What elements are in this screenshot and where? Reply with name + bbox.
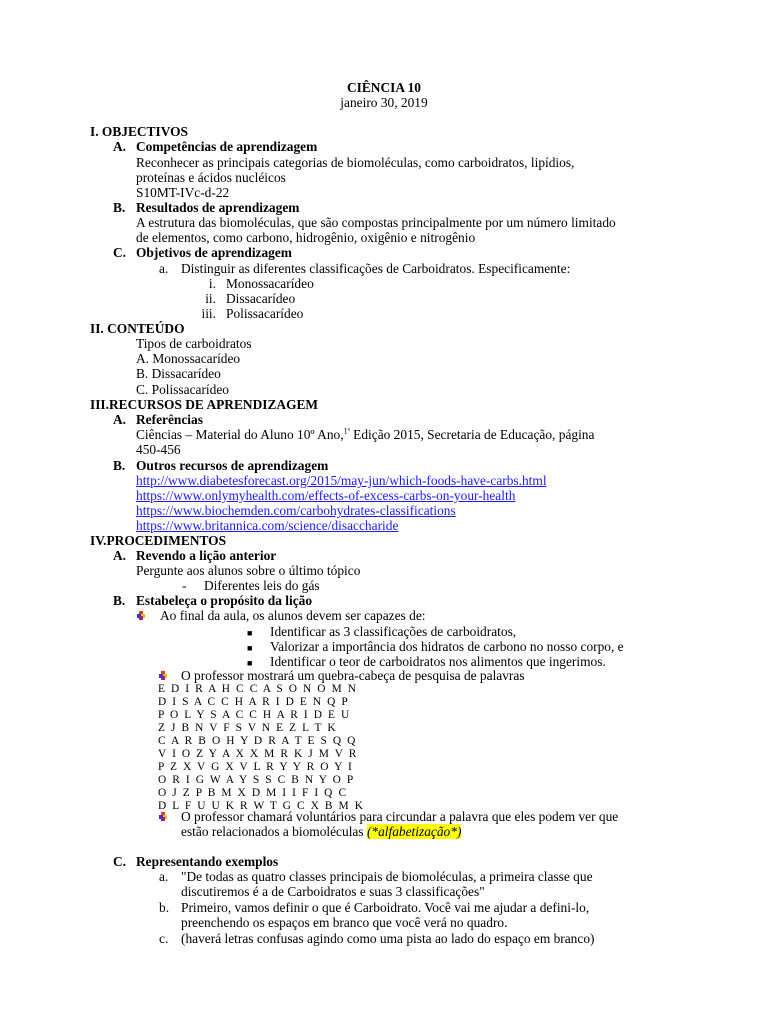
- objective-item-num: i.: [208, 276, 216, 291]
- objective-item-num: iii.: [201, 306, 216, 321]
- s4-b-title: Estabeleça o propósito da lição: [136, 593, 313, 608]
- example-num: b.: [159, 900, 170, 915]
- s1-c-a-label: a.: [159, 261, 169, 276]
- example-num: c.: [159, 931, 169, 946]
- s1-b-text1: A estrutura das biomoléculas, que são compostas principalmente por um número limitado: [136, 215, 616, 230]
- content-line: C. Polissacarídeo: [136, 382, 229, 397]
- s4-c-title: Representando exemplos: [136, 854, 279, 869]
- content-line: B. Dissacarídeo: [136, 366, 221, 381]
- objective-item: Polissacarídeo: [226, 306, 304, 321]
- s3-a-title: Referências: [136, 412, 203, 427]
- example-num: a.: [159, 869, 169, 884]
- volunteer-text-cont: [181, 824, 461, 839]
- reference-pages: 450-456: [136, 442, 181, 457]
- puzzle-row: D L F U U K R W T G C X B M K: [158, 800, 365, 812]
- dash-marker: -: [182, 578, 187, 593]
- example-text: "De todas as quatro classes principais de biomoléculas, a primeira classe que: [181, 869, 593, 884]
- square-bullet-icon: ■: [247, 628, 253, 638]
- edition-superscript: 1ª: [343, 426, 350, 436]
- s1-c-a-text: Distinguir as diferentes classificações de Carboidratos. Especificamente:: [181, 261, 571, 276]
- lesson-goal: Identificar o teor de carboidratos nos alimentos que ingerimos.: [270, 654, 606, 669]
- volunteer-text-2: estão relacionados a biomoléculas: [181, 824, 364, 839]
- s1-a-code: S10MT-IVc-d-22: [136, 185, 230, 200]
- s3-b-title: Outros recursos de aprendizagem: [136, 458, 329, 473]
- example-text: Primeiro, vamos definir o que é Carboidrato. Você vai me ajudar a defini-lo,: [181, 900, 590, 915]
- s4-a-title: Revendo a lição anterior: [136, 548, 277, 563]
- square-bullet-icon: ■: [247, 658, 253, 668]
- bullet-diamond-icon: [159, 671, 167, 679]
- lesson-goal: Identificar as 3 classificações de carboidratos,: [270, 624, 517, 639]
- puzzle-row: D I S A C C H A R I D E N Q P: [158, 696, 350, 708]
- section-2-heading: II. CONTEÚDO: [90, 321, 185, 336]
- word-search-puzzle: [158, 683, 365, 813]
- lesson-goal: Valorizar a importância dos hidratos de carbono no nosso corpo, e: [270, 639, 624, 654]
- s1-b-title: Resultados de aprendizagem: [136, 200, 300, 215]
- puzzle-row: O R I G W A Y S S C B N Y O P: [158, 774, 355, 786]
- document-date: janeiro 30, 2019: [340, 95, 428, 110]
- section-3-heading: III.RECURSOS DE APRENDIZAGEM: [90, 397, 319, 412]
- s4-a-dash-text: Diferentes leis do gás: [204, 578, 320, 593]
- volunteer-text: O professor chamará voluntários para circundar a palavra que eles podem ver que: [181, 809, 619, 824]
- bullet-diamond-icon: [137, 611, 145, 619]
- reference-text: Ciências – Material do Aluno 10º Ano,: [136, 427, 344, 442]
- puzzle-row: Z J B N V F S V N E Z L T K: [158, 722, 338, 734]
- s4-b-intro: Ao final da aula, os alunos devem ser capazes de:: [160, 608, 426, 623]
- s1-a-label: A.: [113, 139, 127, 154]
- s4-c-label: C.: [113, 854, 127, 869]
- example-text: discutiremos é a de Carboidratos e suas 3 classificações": [181, 884, 485, 899]
- s3-b-label: B.: [113, 458, 126, 473]
- s1-c-title: Objetivos de aprendizagem: [136, 245, 292, 260]
- resource-link[interactable]: https://www.biochemden.com/carbohydrates-classifications: [136, 503, 456, 518]
- puzzle-row: P O L Y S A C C H A R I D E U: [158, 709, 351, 721]
- content-line: A. Monossacarídeo: [136, 351, 241, 366]
- puzzle-row: V I O Z Y A X X M R K J M V R: [158, 748, 358, 760]
- resource-link[interactable]: https://www.britannica.com/science/disaccharide: [136, 518, 399, 533]
- s1-a-title: Competências de aprendizagem: [136, 139, 318, 154]
- s1-a-text2: proteínas e ácidos nucléicos: [136, 170, 286, 185]
- s1-a-text1: Reconhecer as principais categorias de biomoléculas, como carboidratos, lipídios,: [136, 155, 575, 170]
- document-title: CIÊNCIA 10: [346, 80, 422, 95]
- reference-text-cont: Edição 2015, Secretaria de Educação, página: [349, 427, 595, 442]
- resource-link[interactable]: http://www.diabetesforecast.org/2015/may-jun/which-foods-have-carbs.html: [136, 473, 547, 488]
- reference-line: [136, 427, 594, 442]
- section-4-heading: IV.PROCEDIMENTOS: [90, 533, 227, 548]
- s4-b-label: B.: [113, 593, 126, 608]
- s1-c-label: C.: [113, 245, 127, 260]
- puzzle-intro: O professor mostrará um quebra-cabeça de pesquisa de palavras: [181, 668, 525, 683]
- s1-b-text2: de elementos, como carbono, hidrogênio, oxigênio e nitrogênio: [136, 230, 476, 245]
- resource-link[interactable]: https://www.onlymyhealth.com/effects-of-excess-carbs-on-your-health: [136, 488, 516, 503]
- bullet-diamond-icon: [159, 812, 167, 820]
- puzzle-row: C A R B O H Y D R A T E S Q Q: [158, 735, 357, 747]
- s4-a-label: A.: [113, 548, 127, 563]
- s3-a-label: A.: [113, 412, 127, 427]
- puzzle-row: P Z X V G X V L R Y Y R O Y I: [158, 761, 354, 773]
- s4-a-text: Pergunte aos alunos sobre o último tópico: [136, 563, 361, 578]
- puzzle-row: E D I R A H C C A S O N O M N: [158, 683, 358, 695]
- section-1-heading: I. OBJECTIVOS: [90, 124, 188, 139]
- puzzle-row: O J Z P B M X D M I I F I Q C: [158, 787, 348, 799]
- objective-item: Monossacarídeo: [226, 276, 314, 291]
- s1-b-label: B.: [113, 200, 126, 215]
- example-text: preenchendo os espaços em branco que você verá no quadro.: [181, 915, 508, 930]
- square-bullet-icon: ■: [247, 643, 253, 653]
- objective-item-num: ii.: [205, 291, 216, 306]
- literacy-highlight: (*alfabetização*): [366, 824, 462, 839]
- objective-item: Dissacarídeo: [226, 291, 296, 306]
- content-line: Tipos de carboidratos: [136, 336, 252, 351]
- example-text: (haverá letras confusas agindo como uma pista ao lado do espaço em branco): [181, 931, 595, 946]
